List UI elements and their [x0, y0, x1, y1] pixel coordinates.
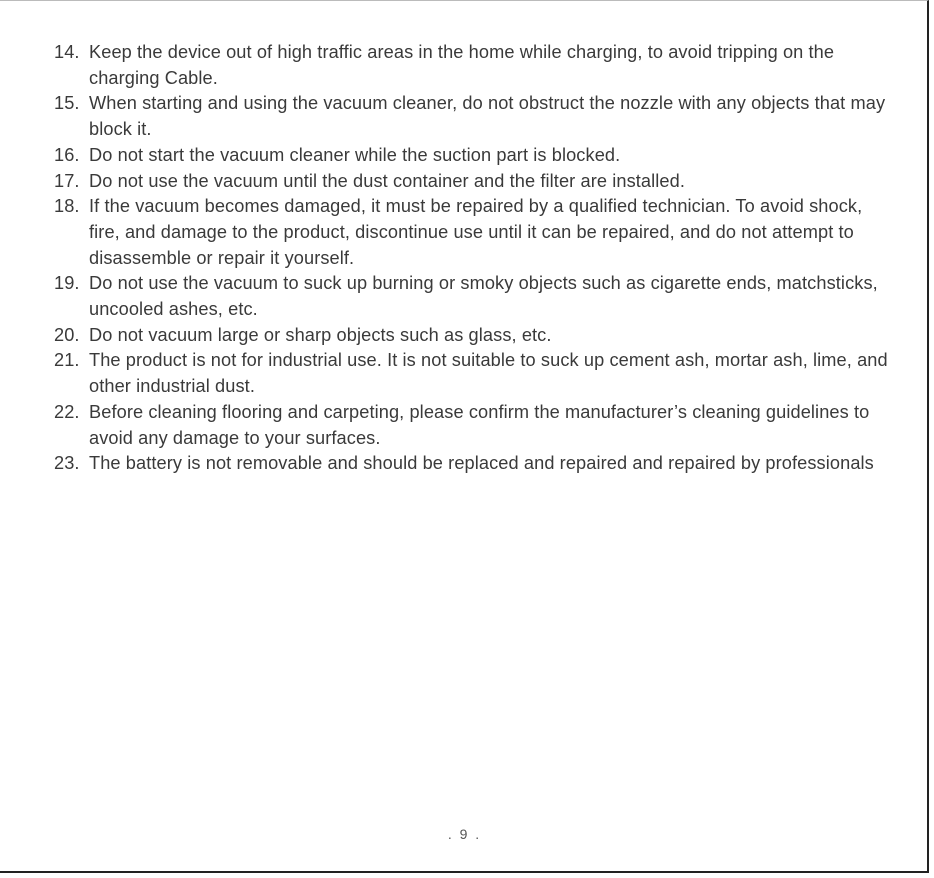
list-item-23 — [54, 451, 894, 477]
item-number: 21. — [54, 350, 80, 371]
list-item-14 — [54, 40, 894, 91]
item-text: Do not start the vacuum cleaner while the suction part is blocked. — [89, 144, 621, 165]
item-text: When starting and using the vacuum cleaner, do not obstruct the nozzle with any objects that may block it. — [89, 93, 886, 140]
list-item-22 — [54, 400, 894, 451]
item-text: Do not use the vacuum until the dust container and the filter are installed. — [89, 170, 686, 191]
page-number: . 9 . — [447, 826, 482, 842]
item-number: 18. — [54, 196, 80, 217]
list-item-16 — [54, 143, 894, 169]
item-number: 23. — [54, 453, 80, 474]
instruction-list — [54, 40, 894, 477]
list-item-19 — [54, 271, 894, 322]
item-text: The battery is not removable and should be replaced and repaired and repaired by professionals — [89, 453, 874, 474]
list-item-20 — [54, 323, 894, 349]
item-text: Do not vacuum large or sharp objects such as glass, etc. — [89, 324, 552, 345]
item-text: If the vacuum becomes damaged, it must be repaired by a qualified technician. To avoid shock, fire, and damage to the product, discontinue use until it can be repaired, and do not attempt to disassemble or repair it yourself. — [89, 196, 863, 268]
list-item-18 — [54, 194, 894, 271]
item-number: 19. — [54, 273, 80, 294]
item-number: 20. — [54, 324, 80, 345]
item-number: 14. — [54, 42, 80, 62]
list-item-21 — [54, 348, 894, 399]
item-number: 15. — [54, 93, 80, 114]
list-item-17 — [54, 169, 894, 195]
item-text: Do not use the vacuum to suck up burning or smoky objects such as cigarette ends, matchsticks, uncooled ashes, etc. — [89, 273, 878, 320]
item-number: 22. — [54, 401, 80, 422]
item-number: 16. — [54, 144, 80, 165]
item-text: Before cleaning flooring and carpeting, please confirm the manufacturer’s cleaning guidelines to avoid any damage to your surfaces. — [89, 401, 870, 448]
item-number: 17. — [54, 170, 80, 191]
list-item-15 — [54, 91, 894, 142]
item-text: Keep the device out of high traffic areas in the home while charging, to avoid tripping on the charging Cable. — [89, 42, 835, 88]
item-text: The product is not for industrial use. It is not suitable to suck up cement ash, mortar ash, lime, and other industrial dust. — [89, 350, 888, 397]
